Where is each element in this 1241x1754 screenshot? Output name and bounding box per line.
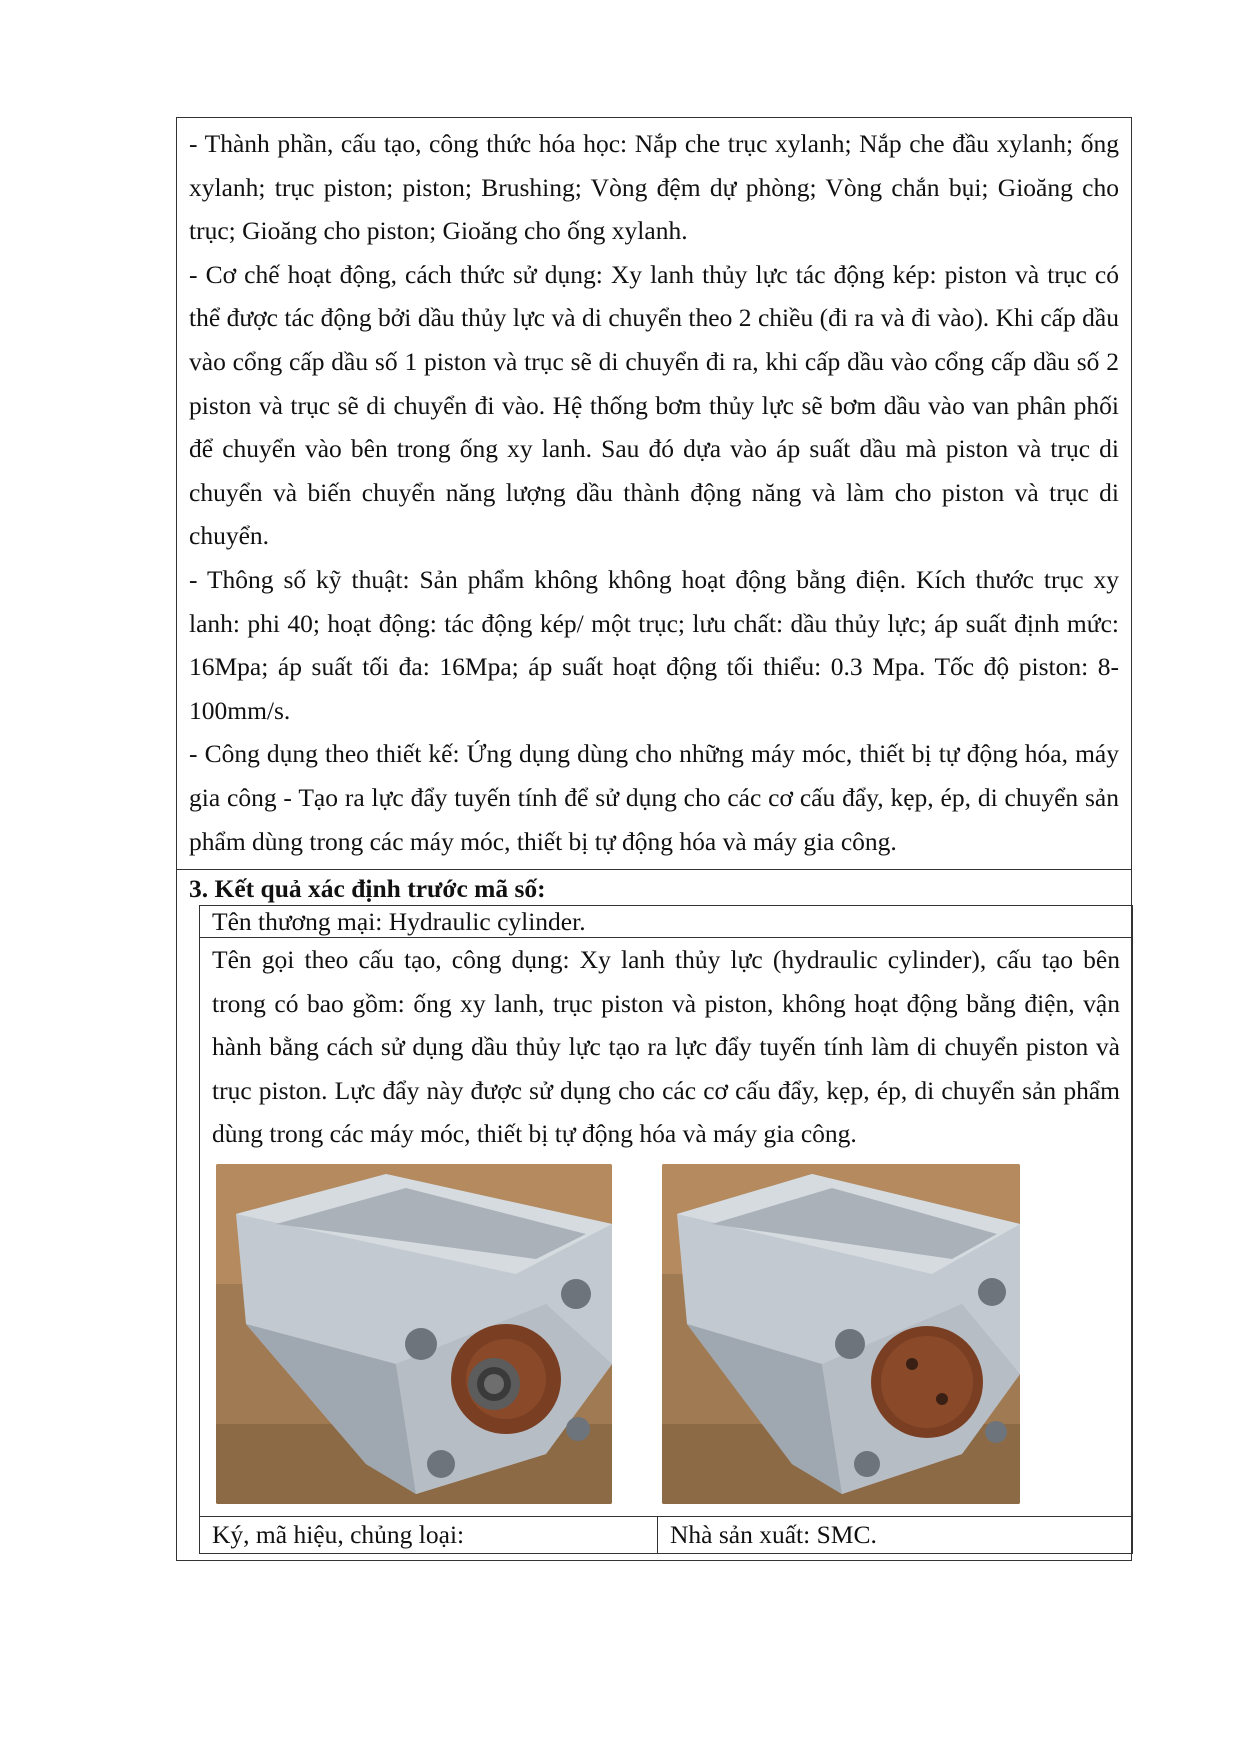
manufacturer-text: Nhà sản xuất: SMC. — [670, 1520, 877, 1550]
classification-result-cell — [177, 870, 1131, 1560]
trade-name-row — [200, 906, 1132, 938]
composition-paragraph: - Thành phần, cấu tạo, công thức hóa học: Nắp che trục xylanh; Nắp che đầu xylanh; ống xylanh; trục piston; piston; Brushing; Vòng đệm dự phòng; Vòng chắn bụi; Gioăng cho trục; Gioăng cho piston; Gioăng cho ống xylanh. — [189, 129, 1119, 246]
cell-bottom-padding — [189, 1554, 1119, 1560]
content-table — [176, 117, 1132, 1561]
description-row — [200, 938, 1132, 1156]
trade-name-text: Tên thương mại: Hydraulic cylinder. — [212, 907, 586, 937]
operation-paragraph: - Cơ chế hoạt động, cách thức sử dụng: Xy lanh thủy lực tác động kép: piston và trục có thể được tác động bởi dầu thủy lực và di chuyển theo 2 chiều (đi ra và đi vào). Khi cấp dầu vào cổng cấp dầu số 1 piston và trục sẽ di chuyển đi ra, khi cấp dầu vào cổng cấp dầu số 2 piston và trục sẽ di chuyển đi vào. Hệ thống bơm thủy lực sẽ bơm dầu vào van phân phối để chuyển vào bên trong ống xy lanh. Sau đó dựa vào áp suất dầu mà piston và trục di chuyển và biến chuyển năng lượng dầu thành động năng và làm cho piston và trục di chuyển. — [189, 259, 1119, 551]
result-inner-table — [199, 905, 1133, 1554]
usage-paragraph: - Công dụng theo thiết kế: Ứng dụng dùng cho những máy móc, thiết bị tự động hóa, máy gia công - Tạo ra lực đẩy tuyến tính để sử dụng cho các cơ cấu đẩy, kẹp, ép, di chuyển sản phẩm dùng trong các máy móc, thiết bị tự động hóa và máy gia công. — [189, 739, 1119, 856]
product-photos — [200, 1156, 1132, 1517]
section-heading: 3. Kết quả xác định trước mã số: — [189, 874, 546, 904]
description-text: Tên gọi theo cấu tạo, công dụng: Xy lanh thủy lực (hydraulic cylinder), cấu tạo bên trong có bao gồm: ống xy lanh, trục piston và piston, không hoạt động bằng điện, vận hành bằng cách sử dụng dầu thủy lực tạo ra lực đẩy tuyến tính làm di chuyển piston và trục piston. Lực đẩy này được sử dụng cho các cơ cấu đẩy, kẹp, ép, di chuyển sản phẩm dùng trong các máy móc, thiết bị tự động hóa và máy gia công. — [212, 945, 1120, 1149]
manufacturer-cell — [658, 1517, 1132, 1553]
model-cell — [200, 1517, 658, 1553]
product-details-cell — [177, 118, 1131, 870]
model-manufacturer-row — [200, 1517, 1132, 1554]
cylinder-photo-piston-face — [662, 1164, 1020, 1504]
cylinder-photo-front-rod — [216, 1164, 612, 1504]
specification-paragraph: - Thông số kỹ thuật: Sản phẩm không không hoạt động bằng điện. Kích thước trục xy lanh: phi 40; hoạt động: tác động kép/ một trục; lưu chất: dầu thủy lực; áp suất định mức: 16Mpa; áp suất tối đa: 16Mpa; áp suất hoạt động tối thiểu: 0.3 Mpa. Tốc độ piston: 8-100mm/s. — [189, 564, 1119, 725]
model-label: Ký, mã hiệu, chủng loại: — [212, 1520, 465, 1550]
